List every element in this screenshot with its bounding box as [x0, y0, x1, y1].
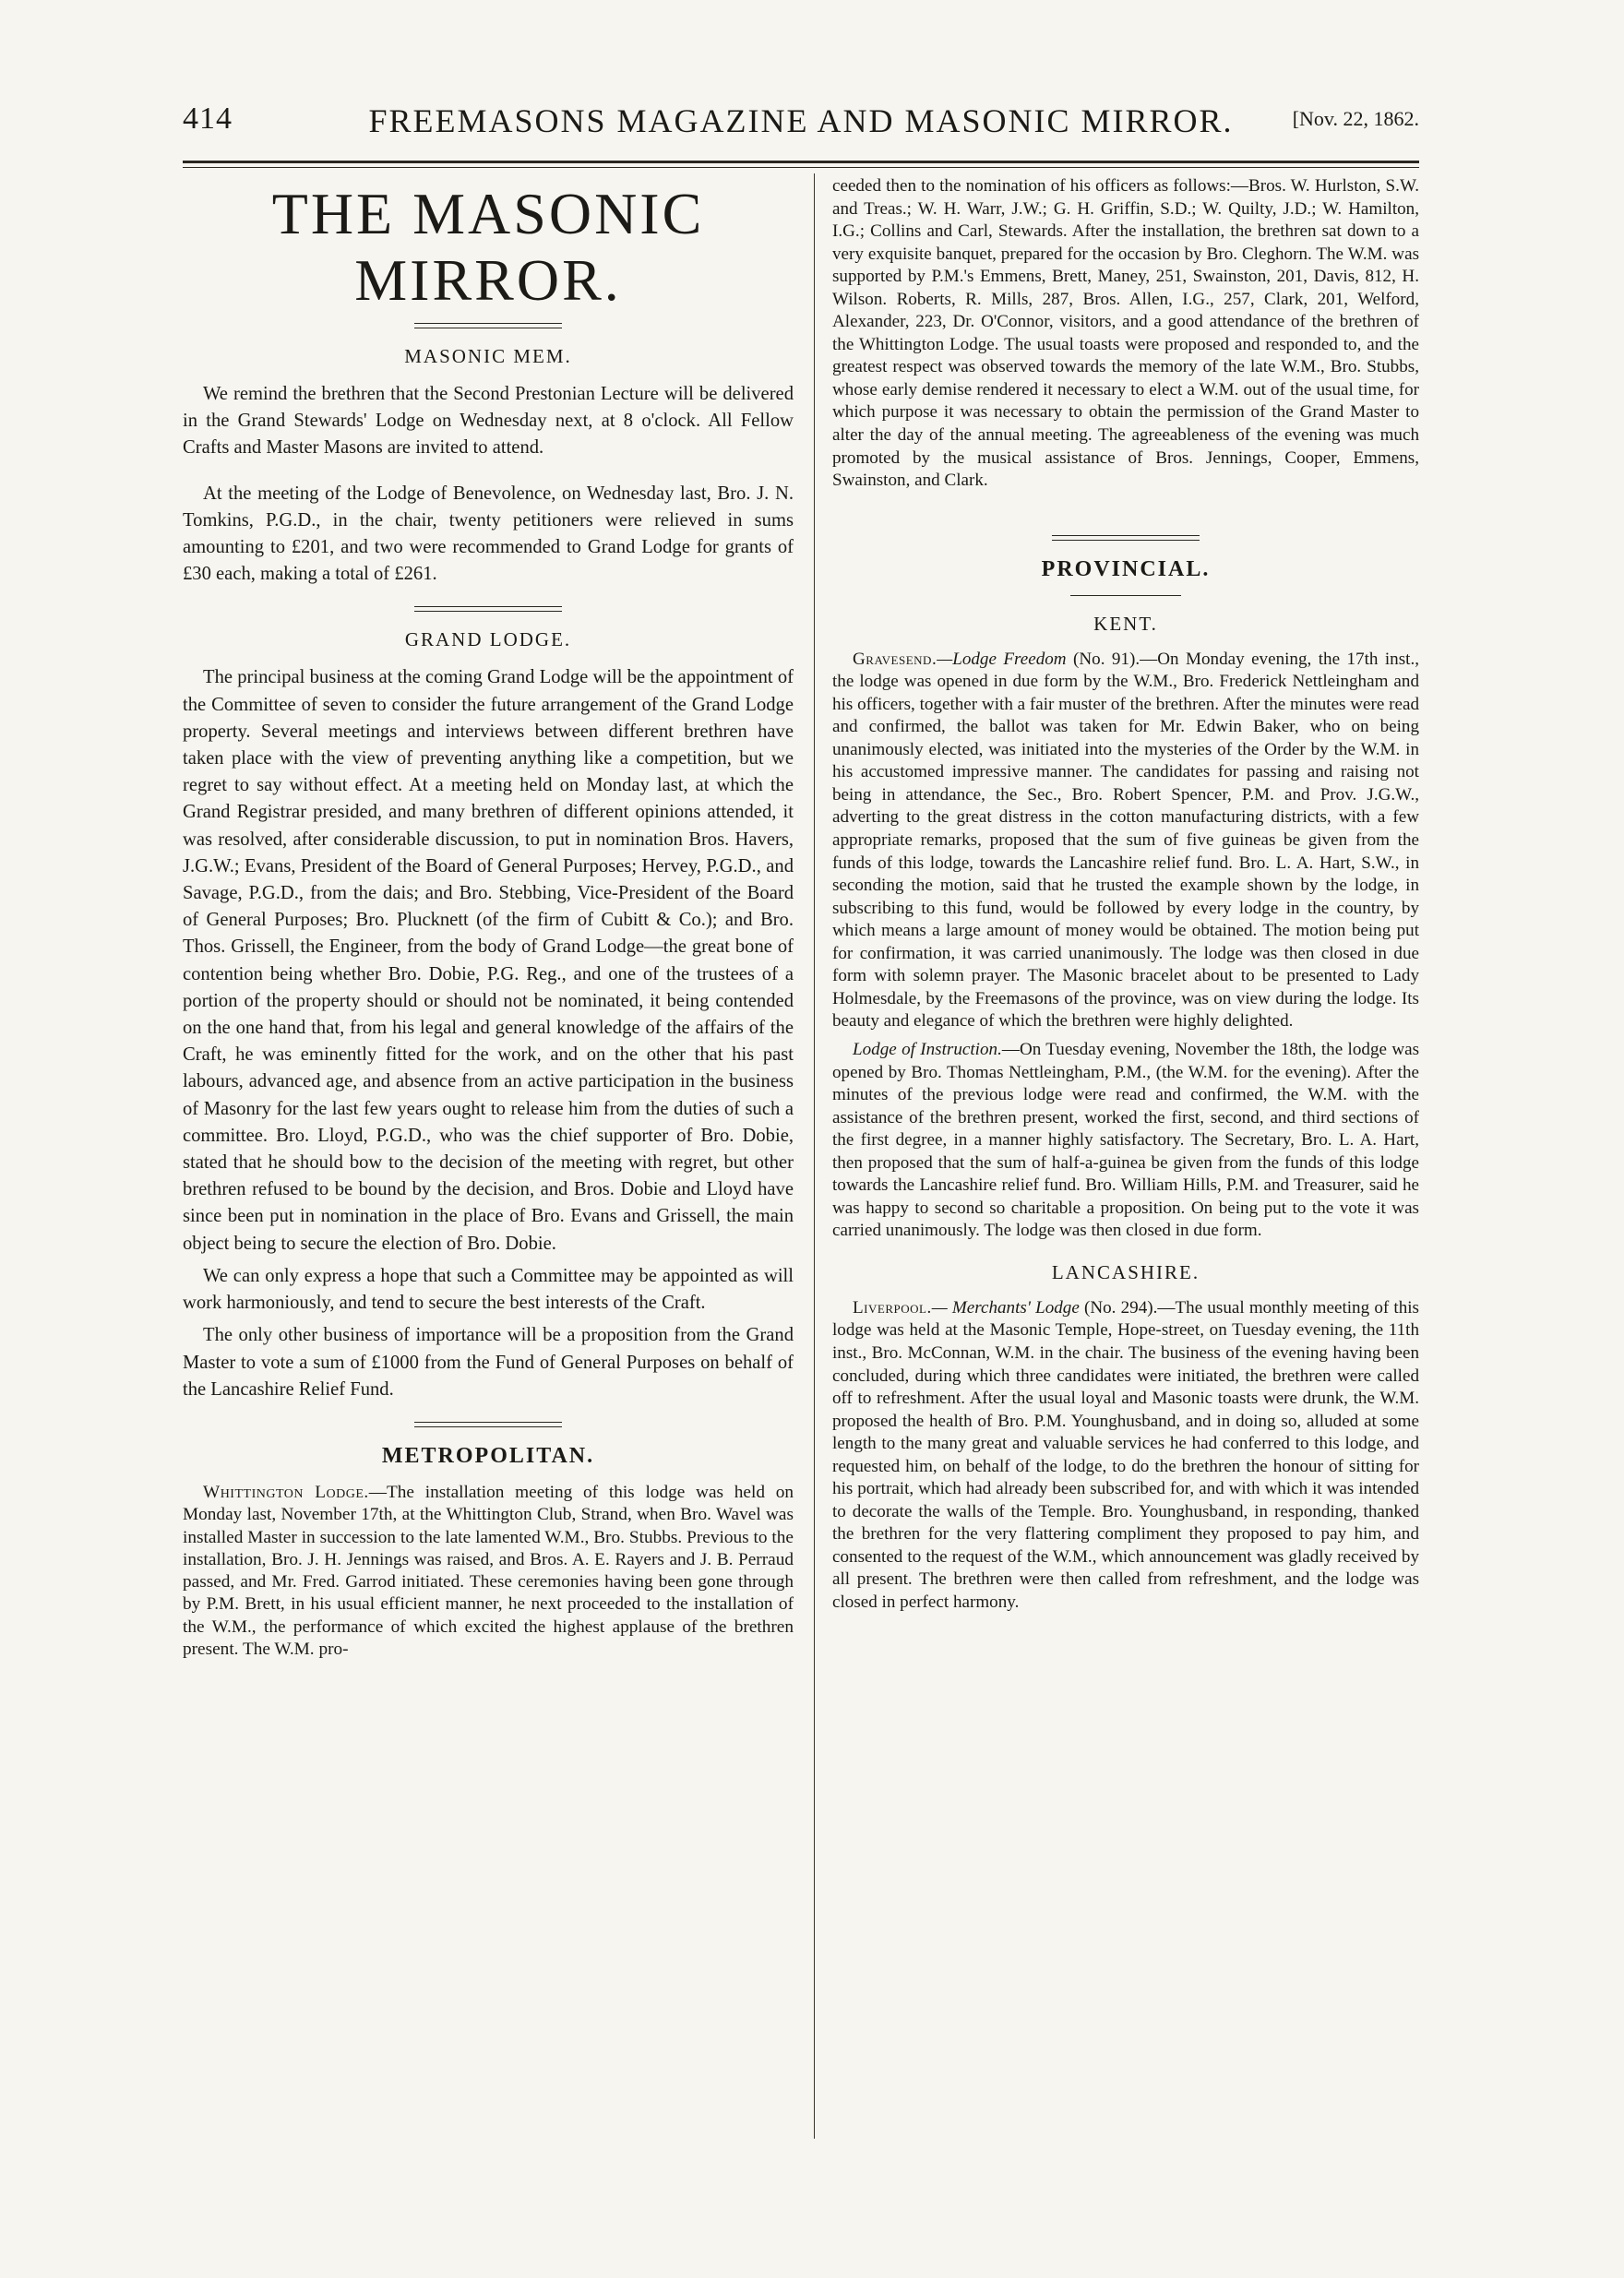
section-divider: [414, 606, 562, 612]
heading-rule: [1070, 595, 1181, 596]
right-column: [832, 175, 1419, 1633]
kent-heading: KENT.: [1093, 612, 1158, 635]
publication-title: FREEMASONS MAGAZINE AND MASONIC MIRROR.: [368, 102, 1234, 139]
provincial-heading: PROVINCIAL.: [1041, 556, 1211, 581]
section-divider: [1052, 535, 1200, 541]
liverpool-report: [832, 1297, 1419, 1615]
left-column: [183, 175, 794, 1679]
report-text: —On Tuesday evening, November the 18th, the lodge was opened by Bro. Thomas Nettleingham, P.M., (the W.M. for the evening). After the minutes of the previous lodge were read and confirmed, the W.M. with the assistance of the brethren present, worked the first, second, and third sections of the first degree, in a manner highly satisfactory. The Secretary, Bro. L. A. Hart, then proposed that the sum of half-a-guinea be given from the funds of this lodge towards the Lancashire relief fund. Bro. William Hills, P.M. and Treasurer, said he was happy to second so charitable a proposition. On being put to the vote it was carried unanimously. The lodge was then closed in due form.: [832, 1039, 1420, 1241]
gravesend-report: [832, 649, 1419, 1033]
page-number: 414: [183, 101, 233, 136]
masthead-title: THE MASONIC MIRROR.: [271, 181, 705, 313]
metropolitan-heading: METROPOLITAN.: [381, 1443, 595, 1468]
running-head: [183, 101, 1419, 157]
grand-lodge-paragraph-3: The only other business of importance will be a proposition from the Grand Master to vote a sum of £1000 from the Fund of General Purposes on behalf of the Lancashire Relief Fund.: [183, 1325, 794, 1400]
whittington-continued-paragraph: ceeded then to the nomination of his officers as follows:—Bros. W. Hurlston, S.W. and Treas.; W. H. Warr, J.W.; G. H. Griffin, S.D.; W. Quilty, J.D.; W. Hamilton, I.G.; Collins and Carl, Stewards. After the installation, the brethren sat down to a very exquisite banquet, prepared for the occasion by Bro. Cleghorn. The W.M. was supported by P.M.'s Emmens, Brett, Maney, 251, Swainston, 201, Davis, 812, H. Wilson. Roberts, R. Mills, 287, Bros. Allen, I.G., 257, Clark, 201, Welford, Alexander, 223, Dr. O'Connor, visitors, and a good attendance of the brethren of the Whittington Lodge. The usual toasts were proposed and responded to, and the greatest respect was observed towards the memory of the late W.M., Bro. Stubbs, whose early demise rendered it necessary to elect a W.M. out of the usual time, for which purpose it was necessary to obtain the permission of the Grand Master to alter the day of the annual meeting. The agreeableness of the evening was much promoted by the musical assistance of Bros. Jennings, Cooper, Emmens, Swainston, and Clark.: [832, 176, 1419, 491]
grand-lodge-paragraph-1: The principal business at the coming Grand Lodge will be the appointment of the Committee of seven to consider the future arrangement of the Grand Lodge property. Several meetings and interviews between different brethren have taken place with the view of preventing anything like a competition, but we regret to say without effect. At a meeting held on Monday last, at which the Grand Registrar presided, and many brethren of different opinions attended, it was resolved, after considerable discussion, to put in nomination Bros. Havers, J.G.W.; Evans, President of the Board of General Purposes; Hervey, P.G.D., and Savage, P.G.D., from the dais; and Bro. Stebbing, Vice-President of the Board of General Purposes; Bro. Plucknett (of the firm of Cubitt & Co.); and Bro. Thos. Grissell, the Engineer, from the body of Grand Lodge—the great bone of contention being whether Bro. Dobie, P.G. Reg., and one of the trustees of a portion of the property should or should not be nominated, it being contended on the one hand that, from his legal and general knowledge of the affairs of the Craft, he was eminently fitted for the work, and on the other that his past labours, advanced age, and absence from an active participation in the business of Masonry for the last few years ought to release him from the duties of such a committee. Bro. Lloyd, P.G.D., who was the chief supporter of Bro. Dobie, stated that he should bow to the decision of the meeting with regret, but other brethren refused to be bound by the decision, and Bros. Dobie and Lloyd have since been put in nomination in the place of Bro. Evans and Grissell, the main object being to secure the election of Bro. Dobie.: [183, 667, 794, 1254]
benevolence-paragraph: At the meeting of the Lodge of Benevolence, on Wednesday last, Bro. J. N. Tomkins, P.G.D., in the chair, twenty petitioners were relieved in sums amounting to £201, and two were recommended to Grand Lodge for grants of £30 each, making a total of £261.: [183, 483, 794, 585]
header-rule-thin: [183, 167, 1419, 168]
ornamental-rule: [414, 323, 562, 328]
place-name: Liverpool.: [853, 1297, 932, 1318]
grand-lodge-paragraph-2: We can only express a hope that such a Committee may be appointed as will work harmoniously, and tend to secure the best interests of the Craft.: [183, 1265, 794, 1314]
grand-lodge-heading: GRAND LODGE.: [404, 628, 572, 651]
lodge-name: — Merchants' Lodge: [931, 1297, 1080, 1318]
place-name: Gravesend.: [853, 649, 937, 669]
report-text: (No. 294).—The usual monthly meeting of this lodge was held at the Masonic Temple, Hope-street, on Tuesday evening, the 11th inst., Bro. McConnan, W.M. in the chair. The business of the evening having been concluded, during which three candidates were initiated, the brethren were called off to refreshment. After the usual loyal and Masonic toasts were drunk, the W.M. proposed the health of Bro. P.M. Younghusband, and in doing so, alluded at some length to the many great and valuable services he had conferred to this lodge, and requested him, on behalf of the lodge, to do the brethren the honour of sitting for his portrait, which had already been subscribed for, and with which it was intended to decorate the walls of the Temple. Bro. Younghusband, in responding, thanked the brethren for the very flattering compliment they proposed to pay him, and consented to the request of the W.M., which announcement was gladly received by all present. The brethren were then called from refreshment, and the lodge was closed in perfect harmony.: [832, 1297, 1419, 1612]
issue-date: [Nov. 22, 1862.: [1292, 107, 1419, 130]
report-text: (No. 91).—On Monday evening, the 17th inst., the lodge was opened in due form by the W.M., Bro. Frederick Nettleingham and his officers, together with a fair muster of the brethren. After the minutes were read and confirmed, the ballot was taken for Mr. Edwin Baker, who on being unanimously elected, was initiated into the mysteries of the Order by the W.M. in his accustomed impressive manner. The candidates for passing and raising not being in attendance, the Sec., Bro. Robert Spencer, P.M. and Prov. J.G.W., adverting to the great distress in the cotton manufacturing districts, with a few appropriate remarks, proposed that the sum of five guineas be given from the funds of this lodge, towards the Lancashire relief fund. Bro. L. A. Hart, S.W., in seconding the motion, said that he trusted the example shown by the lodge, in subscribing to this fund, would be followed by every lodge in the country, by which means a large amount of money would be obtained. The motion being put for confirmation, it was carried unanimously. The lodge was then closed in due form with solemn prayer. The Masonic bracelet about to be presented to Lady Holmesdale, by the Freemasons of the province, was on view during the lodge. Its beauty and elegance of which the brethren were highly delighted.: [832, 649, 1419, 1032]
lodge-name: —Lodge Freedom: [937, 649, 1067, 669]
lodge-name: Lodge of Instruction.: [853, 1039, 1002, 1059]
whittington-lodge-report: [183, 1482, 794, 1661]
column-divider: [814, 173, 815, 2139]
masonic-mem-heading: MASONIC MEM.: [404, 345, 572, 367]
header-rule: [183, 161, 1419, 163]
section-divider: [414, 1422, 562, 1427]
lodge-of-instruction-report: [832, 1039, 1419, 1243]
lodge-name: Whittington Lodge.: [203, 1482, 369, 1502]
masonic-mem-paragraph: We remind the brethren that the Second Prestonian Lecture will be delivered in the Grand Stewards' Lodge on Wednesday next, at 8 o'clock. All Fellow Crafts and Master Masons are invited to attend.: [183, 384, 794, 459]
lancashire-heading: LANCASHIRE.: [1051, 1260, 1200, 1283]
report-text: —The installation meeting of this lodge was held on Monday last, November 17th, at the Whittington Club, Strand, when Bro. Wavel was installed Master in succession to the late lamented W.M., Bro. Stubbs. Previous to the installation, Bro. J. H. Jennings was raised, and Bros. A. E. Rayers and J. B. Perraud passed, and Mr. Fred. Garrod initiated. These ceremonies having been gone through by P.M. Brett, in his usual efficient manner, he next proceeded to the installation of the W.M., the performance of which excited the highest applause of the brethren present. The W.M. pro-: [183, 1482, 794, 1659]
